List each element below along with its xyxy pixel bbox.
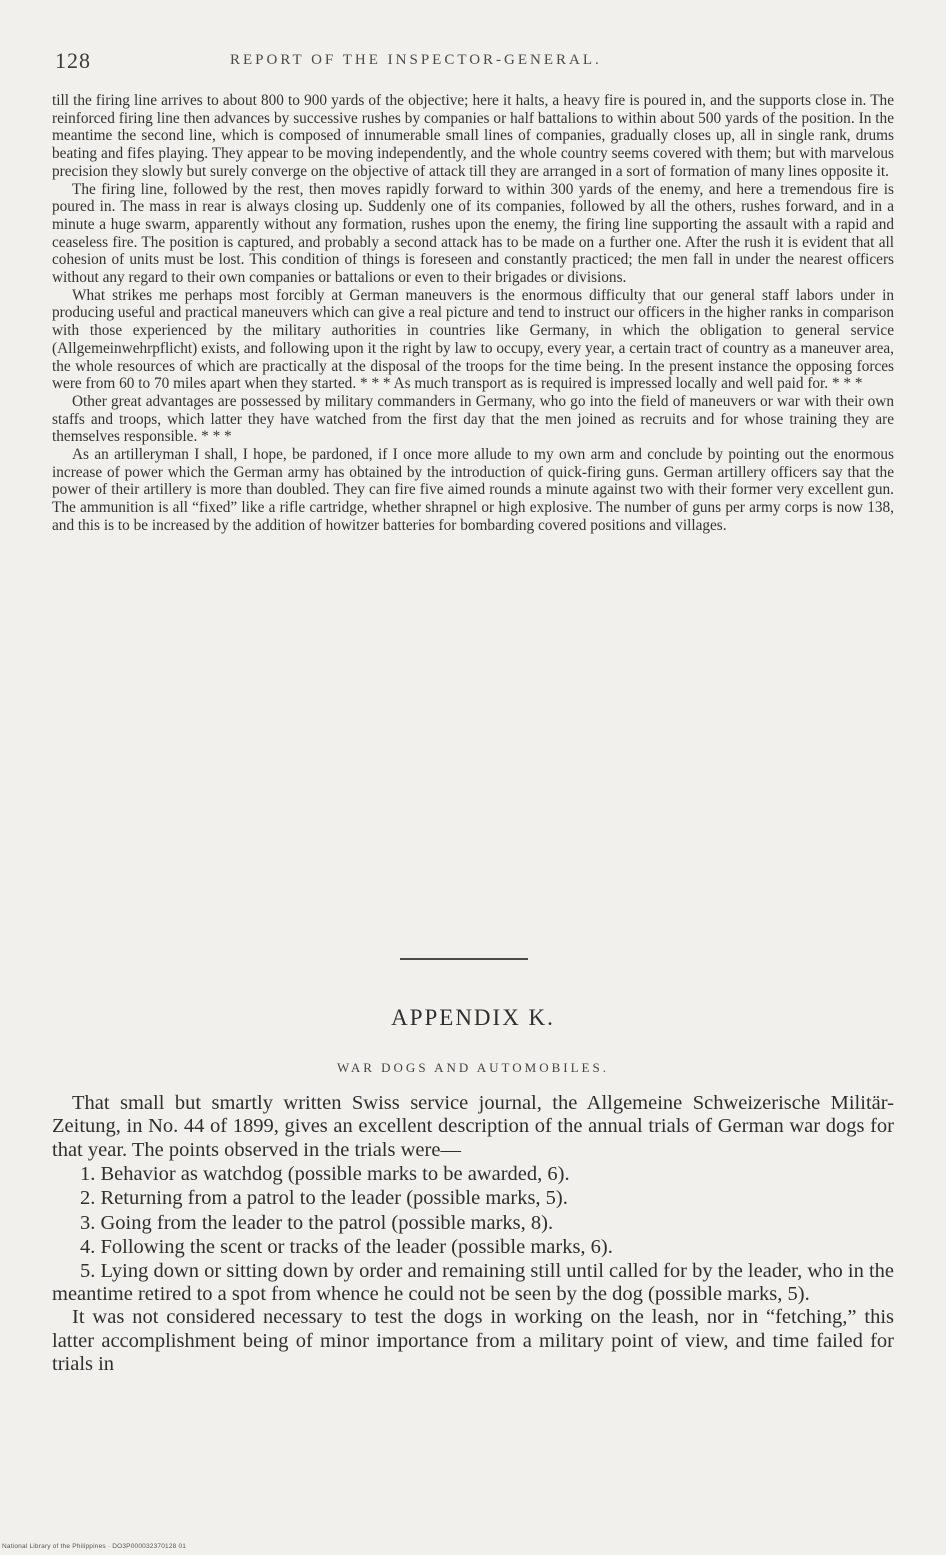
list-item: 5. Lying down or sitting down by order and remaining still until called for by the leader, who in the meantime retired to a spot from whence he could not be seen by the dog (possible marks, 5).: [52, 1259, 894, 1306]
paragraph: What strikes me perhaps most forcibly at German maneuvers is the enormous difficulty that our general staff labors under in producing useful and practical maneuvers which can give a real picture and tend to instruct our officers in the higher ranks in comparison with those experienced by the military authorities in countries like Germany, in which the obligation to general service (Allgemeinwehrpflicht) exists, and following upon it the right by law to occupy, every year, a certain tract of country as a maneuver area, the whole resources of which are practically at the disposal of the troops for the time being. In the present instance the opposing forces were from 60 to 70 miles apart when they started. * * * As much transport as is required is impressed locally and well paid for. * * *: [52, 286, 894, 393]
list-item: 1. Behavior as watchdog (possible marks to be awarded, 6).: [80, 1162, 570, 1185]
paragraph: As an artilleryman I shall, I hope, be pardoned, if I once more allude to my own arm and conclude by pointing out the enormous increase of power which the German army has obtained by the introduction of quick-firing guns. German artillery officers say that the power of their artillery is more than doubled. They can fire five aimed rounds a minute against two with their former very excellent gun. The ammunition is all “fixed” like a rifle cartridge, whether shrapnel or high explosive. The number of guns per army corps is now 138, and this is to be increased by the addition of howitzer batteries for bombarding covered positions and villages.: [52, 446, 894, 534]
appendix-subtitle: WAR DOGS AND AUTOMOBILES.: [337, 1060, 609, 1075]
running-head: REPORT OF THE INSPECTOR-GENERAL.: [230, 52, 602, 68]
appendix-closing: It was not considered necessary to test the dogs in working on the leash, nor in “fetching,” this latter accomplishment being of minor importance from a military point of view, and time failed for trials in: [52, 1306, 894, 1376]
archive-stamp: National Library of the Philippines · DO3P000032370128 01: [2, 1543, 187, 1550]
appendix-body: [52, 1092, 894, 1376]
paragraph: The firing line, followed by the rest, then moves rapidly forward to within 300 yards of the enemy, and here a tremendous fire is poured in. The mass in rear is always closing up. Suddenly one of its companies, followed by all the others, rushes forward, and in a minute a huge swarm, apparently without any formation, rushes upon the enemy, the firing line supporting the assault with a rapid and ceaseless fire. The position is captured, and probably a second attack has to be made on a further one. After the rush it is evident that all cohesion of units must be lost. This condition of things is foreseen and constantly practiced; the men fall in under the nearest officers without any regard to their own companies or battalions or even to their brigades or divisions.: [52, 180, 894, 287]
page-header: [55, 48, 905, 78]
list-item: 3. Going from the leader to the patrol (possible marks, 8).: [80, 1211, 554, 1234]
appendix-title: APPENDIX K.: [391, 1005, 555, 1030]
list-item: 2. Returning from a patrol to the leader (possible marks, 5).: [80, 1187, 568, 1210]
paragraph: Other great advantages are possessed by military commanders in Germany, who go into the field of maneuvers or war with their own staffs and troops, which latter they have watched from the first day that the men joined as recruits and for whose training they are themselves responsible. * * *: [52, 392, 894, 446]
appendix-intro: That small but smartly written Swiss service journal, the Allgemeine Schweizerische Militär-Zeitung, in No. 44 of 1899, gives an excellent description of the annual trials of German war dogs for that year. The points observed in the trials were—: [52, 1092, 894, 1161]
page-number: 128: [55, 48, 91, 73]
list-item: 4. Following the scent or tracks of the leader (possible marks, 6).: [80, 1236, 613, 1259]
body-text-section: [52, 92, 894, 535]
section-divider: [400, 958, 528, 960]
paragraph: till the firing line arrives to about 800 to 900 yards of the objective; here it halts, a heavy fire is poured in, and the supports close in. The reinforced firing line then advances by successive rushes by companies or half battalions to within about 500 yards of the position. In the meantime the second line, which is composed of innumerable small lines of companies, gradually closes up, all in single rank, drums beating and fifes playing. They appear to be moving independently, and the whole country seems covered with them; but with marvelous precision they slowly but surely converge on the objective of attack till they are arranged in a sort of formation of many lines opposite it.: [52, 92, 894, 180]
